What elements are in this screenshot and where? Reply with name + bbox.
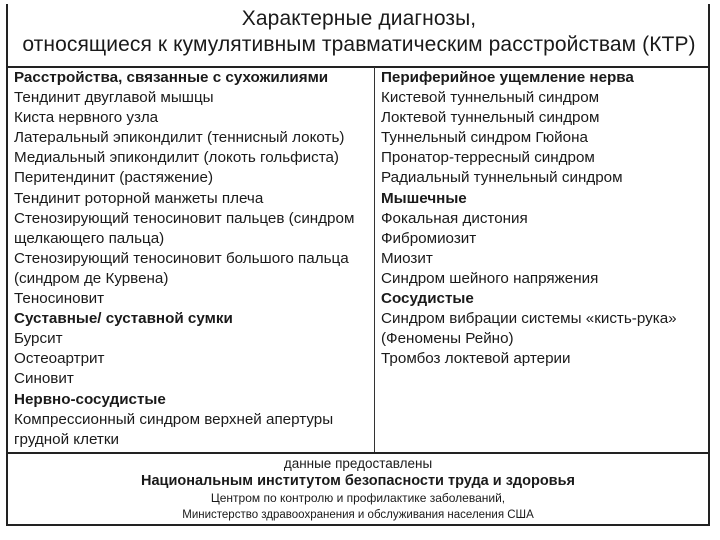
diagnosis-item: Компрессионный синдром верхней апертуры <box>14 410 334 428</box>
diagnosis-item: Фокальная дистония <box>381 209 528 227</box>
category-heading: Периферийное ущемление нерва <box>381 69 634 86</box>
diagnosis-item: Тромбоз локтевой артерии <box>381 350 571 368</box>
diagnosis-item: Синовит <box>14 370 74 388</box>
source-footer <box>6 455 710 524</box>
footer-line-1: данные предоставлены <box>283 456 433 471</box>
diagnosis-item: Стенозирующий теносиновит пальцев (синдром <box>14 209 355 227</box>
diagnosis-item: Остеоартрит <box>14 350 105 368</box>
category-heading: Мышечные <box>381 189 467 207</box>
diagnosis-item: Туннельный синдром Гюйона <box>381 129 588 147</box>
right-column-diagnoses <box>381 68 707 369</box>
footer-divider <box>6 452 710 454</box>
diagnosis-item: Теносиновит <box>14 290 105 308</box>
diagnosis-item: Тендинит двуглавой мышцы <box>14 89 214 107</box>
diagnosis-item: Тендинит роторной манжеты плеча <box>14 189 264 207</box>
diagnosis-item: Синдром шейного напряжения <box>381 269 599 287</box>
diagnosis-item: Медиальный эпикондилит (локоть гольфиста) <box>14 149 339 167</box>
diagnosis-item: Перитендинит (растяжение) <box>14 169 214 187</box>
diagnosis-item: щелкающего пальца) <box>14 229 165 247</box>
diagnosis-item: Стенозирующий теносиновит большого пальца <box>14 249 349 267</box>
footer-line-3: Центром по контролю и профилактике заболеваний, <box>210 491 506 505</box>
diagnosis-item: Киста нервного узла <box>14 109 159 127</box>
category-heading: Суставные/ суставной сумки <box>14 310 233 328</box>
diagnosis-item: Фибромиозит <box>381 229 477 247</box>
diagnosis-item: Радиальный туннельный синдром <box>381 169 623 187</box>
category-heading: Нервно-сосудистые <box>14 390 166 408</box>
category-heading: Сосудистые <box>381 290 474 308</box>
footer-line-2: Национальным институтом безопасности труда и здоровья <box>141 473 575 489</box>
diagnosis-item: Пронатор-терресный синдром <box>381 149 595 167</box>
title-line-2: относящиеся к кумулятивным травматическим расстройствам (КТР) <box>22 33 696 56</box>
diagnosis-item: грудной клетки <box>14 430 120 448</box>
left-column-diagnoses <box>14 68 370 450</box>
diagnosis-item: Локтевой туннельный синдром <box>381 109 600 127</box>
title-line-1: Характерные диагнозы, <box>241 7 477 30</box>
footer-line-4: Министерство здравоохранения и обслуживания населения США <box>182 509 534 521</box>
diagnosis-item: Бурсит <box>14 330 63 348</box>
diagnosis-item: Миозит <box>381 249 433 267</box>
bottom-border <box>6 524 710 526</box>
column-divider <box>374 67 375 452</box>
diagnosis-item: Синдром вибрации системы «кисть-рука» <box>381 310 677 328</box>
diagnosis-item: (Феномены Рейно) <box>381 330 514 348</box>
document-title <box>8 6 710 58</box>
diagnosis-item: (синдром де Курвена) <box>14 269 169 287</box>
category-heading: Расстройства, связанные с сухожилиями <box>14 69 329 86</box>
diagnosis-item: Кистевой туннельный синдром <box>381 89 600 107</box>
diagnosis-item: Латеральный эпикондилит (теннисный локоть) <box>14 129 345 147</box>
